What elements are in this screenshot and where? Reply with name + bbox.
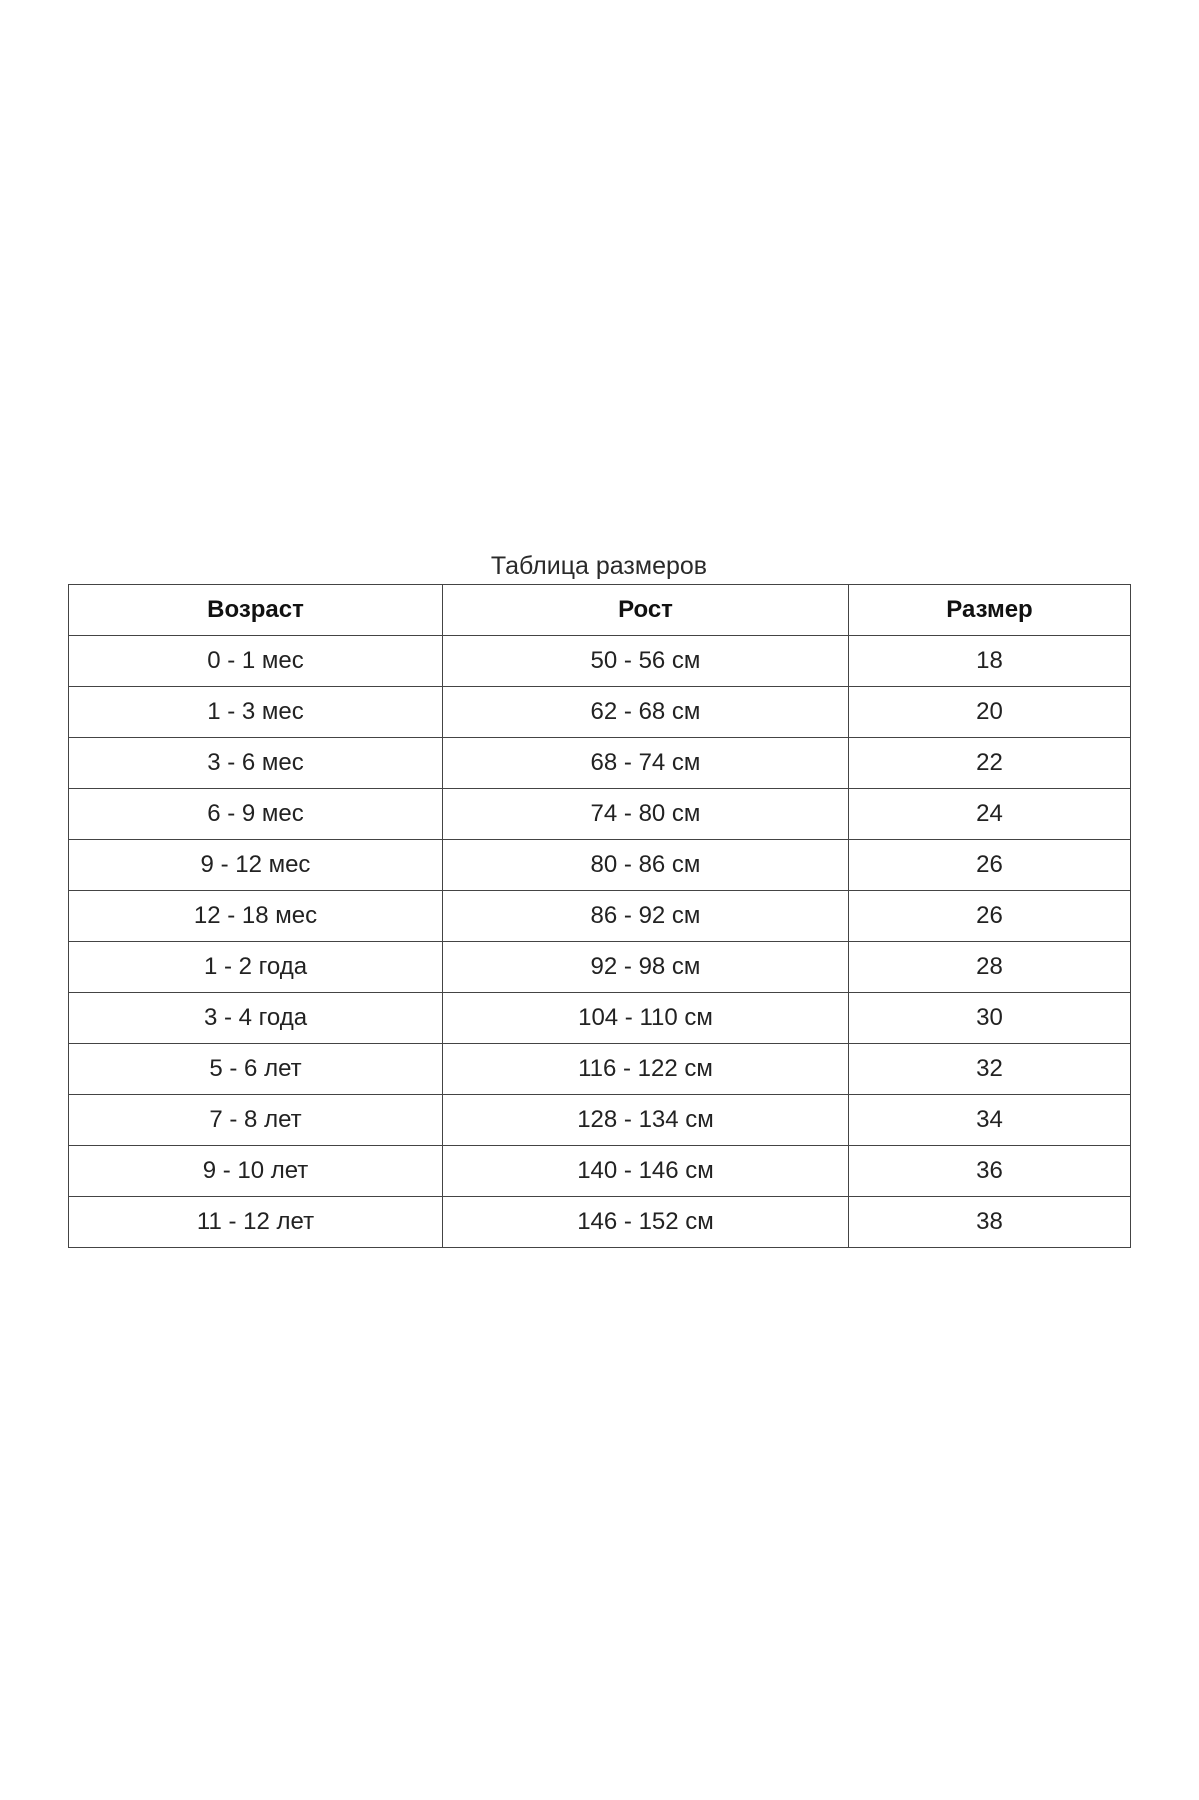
size-table: [68, 584, 1131, 1248]
cell-height: 80 - 86 см: [443, 840, 849, 891]
cell-age: 3 - 6 мес: [69, 738, 443, 789]
cell-height: 74 - 80 см: [443, 789, 849, 840]
cell-age: 5 - 6 лет: [69, 1044, 443, 1095]
table-row: [69, 1095, 1131, 1146]
header-height: Рост: [443, 585, 849, 636]
cell-age: 1 - 2 года: [69, 942, 443, 993]
cell-height: 50 - 56 см: [443, 636, 849, 687]
table-row: [69, 789, 1131, 840]
table-row: [69, 891, 1131, 942]
cell-age: 9 - 10 лет: [69, 1146, 443, 1197]
cell-height: 128 - 134 см: [443, 1095, 849, 1146]
table-row: [69, 687, 1131, 738]
cell-age: 1 - 3 мес: [69, 687, 443, 738]
cell-size: 38: [849, 1197, 1131, 1248]
table-row: [69, 1044, 1131, 1095]
table-row: [69, 738, 1131, 789]
cell-size: 34: [849, 1095, 1131, 1146]
cell-size: 26: [849, 891, 1131, 942]
cell-size: 36: [849, 1146, 1131, 1197]
cell-size: 22: [849, 738, 1131, 789]
cell-age: 3 - 4 года: [69, 993, 443, 1044]
table-caption: Таблица размеров: [490, 552, 708, 580]
cell-age: 6 - 9 мес: [69, 789, 443, 840]
cell-height: 92 - 98 см: [443, 942, 849, 993]
cell-size: 28: [849, 942, 1131, 993]
cell-age: 11 - 12 лет: [69, 1197, 443, 1248]
header-age: Возраст: [69, 585, 443, 636]
cell-height: 140 - 146 см: [443, 1146, 849, 1197]
cell-height: 104 - 110 см: [443, 993, 849, 1044]
cell-size: 26: [849, 840, 1131, 891]
cell-size: 20: [849, 687, 1131, 738]
cell-age: 9 - 12 мес: [69, 840, 443, 891]
cell-size: 24: [849, 789, 1131, 840]
table-row: [69, 1197, 1131, 1248]
cell-age: 12 - 18 мес: [69, 891, 443, 942]
cell-age: 0 - 1 мес: [69, 636, 443, 687]
header-size: Размер: [849, 585, 1131, 636]
table-header-row: [69, 585, 1131, 636]
table-row: [69, 840, 1131, 891]
cell-size: 32: [849, 1044, 1131, 1095]
cell-height: 146 - 152 см: [443, 1197, 849, 1248]
cell-height: 86 - 92 см: [443, 891, 849, 942]
cell-age: 7 - 8 лет: [69, 1095, 443, 1146]
cell-height: 62 - 68 см: [443, 687, 849, 738]
cell-size: 18: [849, 636, 1131, 687]
table-row: [69, 636, 1131, 687]
table-row: [69, 993, 1131, 1044]
cell-height: 116 - 122 см: [443, 1044, 849, 1095]
cell-size: 30: [849, 993, 1131, 1044]
cell-height: 68 - 74 см: [443, 738, 849, 789]
table-row: [69, 1146, 1131, 1197]
table-row: [69, 942, 1131, 993]
